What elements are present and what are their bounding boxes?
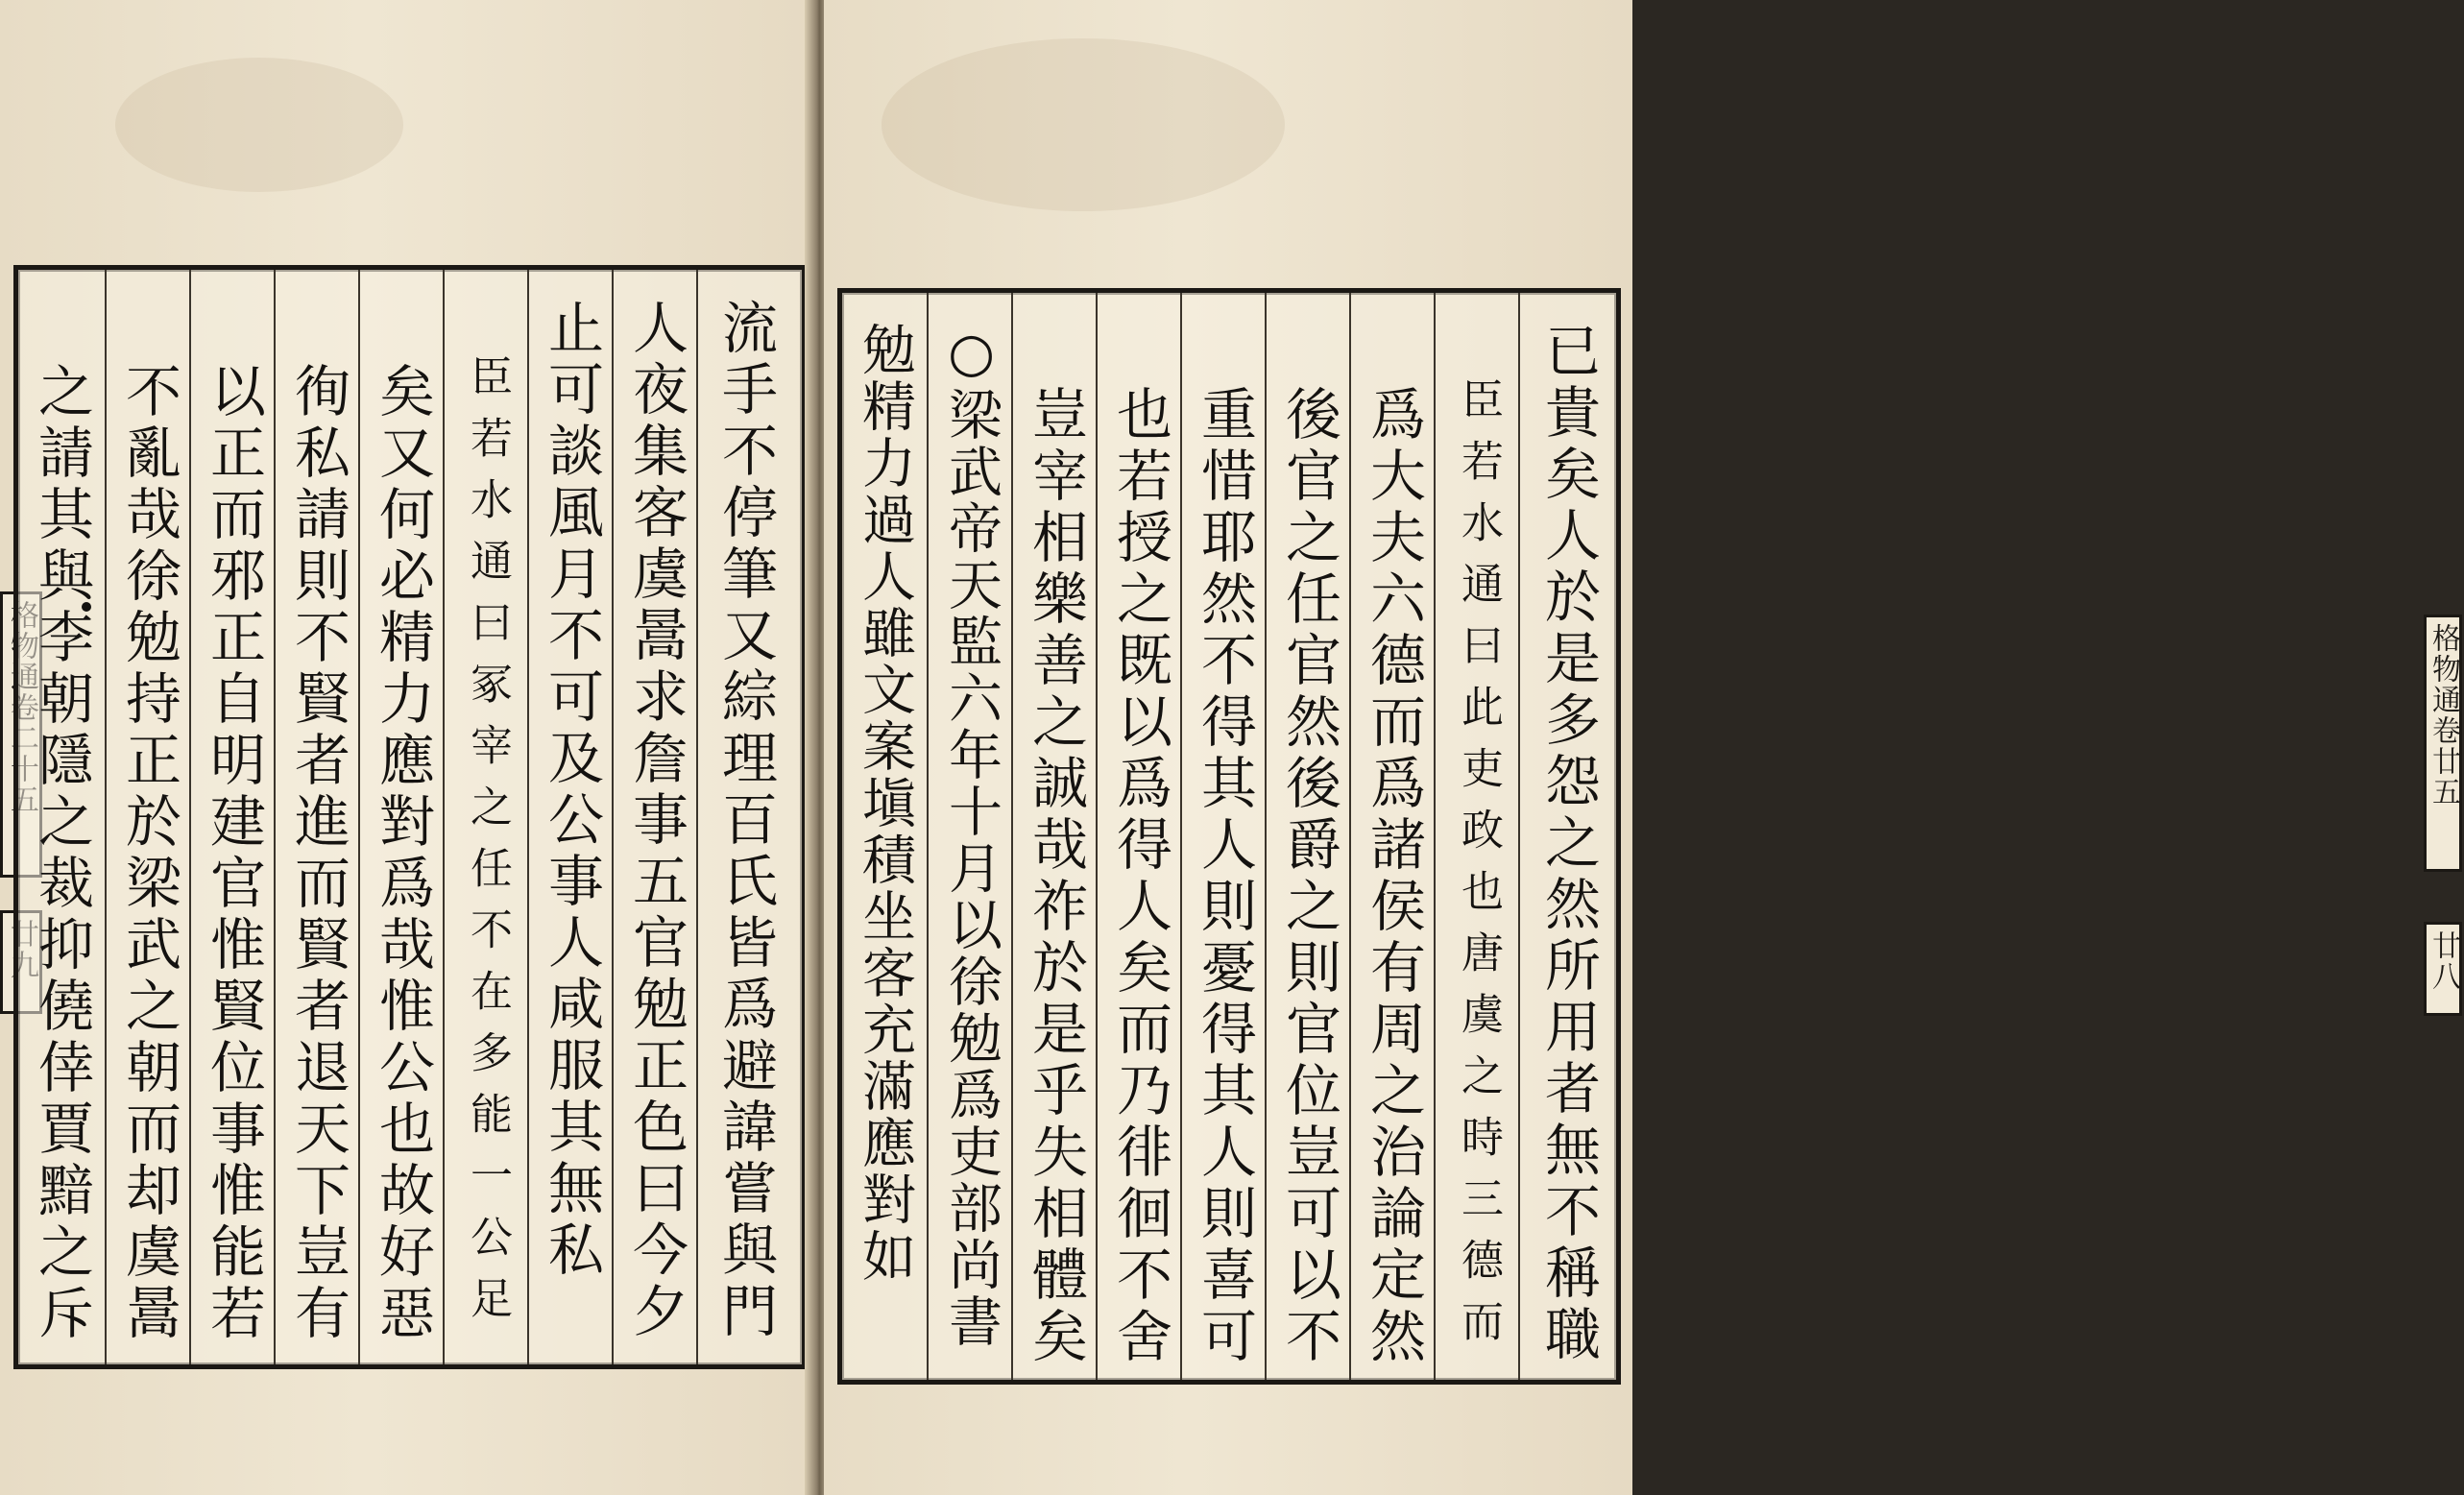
- text-column: [1436, 293, 1520, 1380]
- paper-stain: [115, 58, 403, 192]
- text-column: [1267, 293, 1351, 1380]
- column-text: 止可談風月不可及公事人咸服其無私: [539, 299, 604, 1282]
- column-text: 也若授之既以爲得人矣而乃徘徊不舍: [1107, 385, 1172, 1368]
- column-text: 臣若水通曰冢宰之任不在多能一公足: [463, 354, 512, 1338]
- column-text: 重惜耶然不得其人則憂得其人則喜可: [1192, 385, 1257, 1368]
- column-text: 流手不停筆又綜理百氏皆爲避諱嘗與門: [713, 299, 778, 1343]
- column-text: 不亂哉徐勉持正於梁武之朝而却虞暠: [116, 362, 181, 1345]
- text-column: [276, 270, 360, 1364]
- column-text: 徇私請則不賢者進而賢者退天下豈有: [285, 362, 350, 1345]
- column-text: 豈宰相樂善之誠哉祚於是乎失相體矣: [1023, 385, 1088, 1368]
- column-text: 矣又何必精力應對爲哉惟公也故好惡: [370, 362, 435, 1345]
- text-column: [360, 270, 445, 1364]
- column-text: 臣若水通曰此吏政也唐虞之時三德而: [1454, 377, 1503, 1361]
- text-column: [529, 270, 614, 1364]
- column-text: 爲大夫六德而爲諸侯有周之治論定然: [1361, 385, 1426, 1368]
- text-column: [18, 270, 105, 1364]
- text-column: [191, 270, 276, 1364]
- right-text-frame: [837, 288, 1621, 1385]
- text-column: [929, 293, 1013, 1380]
- right-edge-title: 格物通卷廿五: [2424, 615, 2462, 872]
- column-text: 人夜集客虞暠求詹事五官勉正色曰今夕: [623, 299, 688, 1343]
- column-text: 後官之任官然後爵之則官位豈可以不: [1276, 385, 1341, 1368]
- text-column: [107, 270, 191, 1364]
- text-column: [1520, 293, 1616, 1380]
- text-column: [842, 293, 927, 1380]
- text-column: [1182, 293, 1267, 1380]
- column-text: 以正而邪正自明建官惟賢位事惟能若: [201, 362, 266, 1345]
- column-text: ○梁武帝天監六年十月以徐勉爲吏部尚書: [940, 322, 1003, 1350]
- left-text-frame: [13, 265, 807, 1369]
- text-column: [698, 270, 792, 1364]
- paper-stain: [882, 38, 1285, 211]
- text-column: [614, 270, 698, 1364]
- text-column: [1013, 293, 1098, 1380]
- text-column: [1098, 293, 1182, 1380]
- column-text: 勉精力過人雖文案塡積坐客充滿應對如: [854, 322, 916, 1285]
- text-column: [1351, 293, 1436, 1380]
- text-column: [445, 270, 529, 1364]
- left-page: [0, 0, 812, 1495]
- column-text: 已貴矣人於是多怨之然所用者無不稱職: [1535, 322, 1601, 1366]
- right-folio-number: 廿八: [2424, 922, 2462, 1016]
- column-text: 之請其與李朝隱之裁抑僥倖賈黯之斥: [29, 362, 94, 1345]
